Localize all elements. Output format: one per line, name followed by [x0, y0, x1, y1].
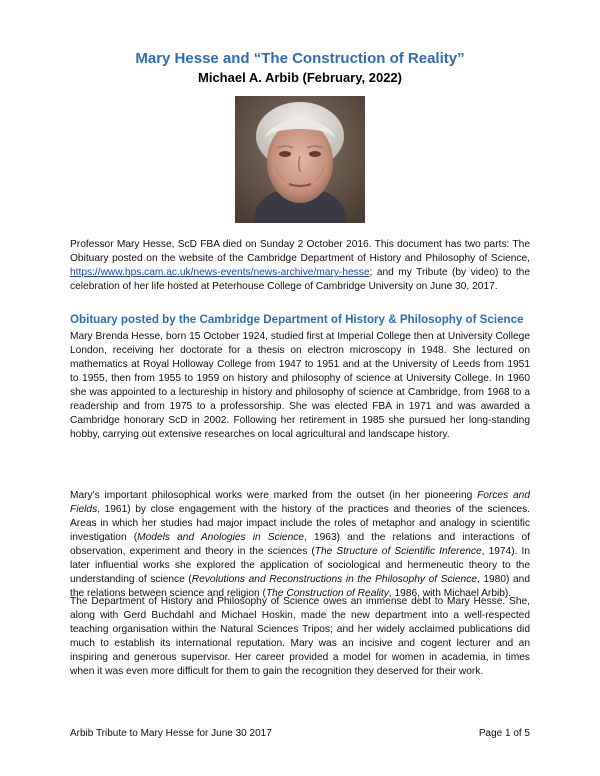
portrait-image	[235, 96, 365, 223]
book-title-construction-of-reality: The Construction of Reality	[265, 588, 389, 599]
portrait-photo	[235, 96, 365, 223]
page-number: Page 1 of 5	[478, 728, 530, 739]
works-text-2: , 1961) by close engagement with the history of the practices and theories of the sciences. Areas in which her studies had major impact include the roles of metaphor and analogy in scientific investigation (	[70, 504, 530, 543]
department-text: The Department of History and Philosophy of Science owes an immense debt to Mary Hesse. She, along with Gerd Buchdahl and Michael Hoskin, made the new department into a well-respected teaching organisation within the Natural Sciences Tripos; and her widely acclaimed publications did much to establish its international reputation. Mary was an incisive and cogent lecturer and an inspiring and generous supervisor. Her career provided a model for women in academia, in times when it was even more difficult for them to gain the recognition they deserved for their work.	[70, 596, 530, 677]
document-title: Mary Hesse and “The Construction of Reality”	[135, 50, 465, 67]
intro-text-end: ; and my Tribute (by video) to the celebration of her life hosted at Peterhouse College of Cambridge University on June 30, 2017.	[70, 267, 530, 292]
footer-document-title: Arbib Tribute to Mary Hesse for June 30 2017	[70, 728, 272, 739]
biography-text: Mary Brenda Hesse, born 15 October 1924, studied first at Imperial College then at University College London, receiving her doctorate for a thesis on electron microscopy in 1948. She lectured on mathematics at Royal Holloway College from 1947 to 1951 and at the University of Leeds from 1951 to 1955, then from 1955 to 1959 on history and philosophy of science at University College. In 1960 she was appointed to a lectureship in history and philosophy of science at Cambridge, from 1968 to a readership and from 1975 to a professorship. She was elected FBA in 1971 and was awarded a Cambridge honorary ScD in 2002. Following her retirement in 1985 she pursued her long-standing hobby, carrying out extensive researches on local agricultural and landscape history.	[70, 331, 530, 440]
works-text-4: , 1974). In later influential works she explored the application of sociological and hermeneutic theory to the understanding of science (	[70, 546, 531, 585]
works-text-6: , 1986, with Michael Arbib).	[388, 588, 512, 599]
works-text-1: Mary's important philosophical works were marked from the outset (in her pioneering	[70, 490, 478, 501]
book-title-models-and-analogies: Models and Anologies in Science	[137, 532, 305, 543]
section-heading: Obituary posted by the Cambridge Department of History & Philosophy of Science	[70, 313, 524, 326]
works-text-3: , 1963) and the relations and interactions of observation, experiment and theory in the sciences (	[70, 532, 530, 557]
book-title-revolutions-and-reconstructions: Revolutions and Reconstructions in the Philosophy of Science	[191, 574, 477, 585]
book-title-forces-and-fields: Forces and Fields	[70, 490, 530, 515]
book-title-structure-of-inference: The Structure of Scientific Inference	[314, 546, 482, 557]
intro-paragraph	[70, 238, 530, 294]
works-text-5: , 1980) and the relations between science and religion (	[70, 574, 530, 599]
obituary-link[interactable]: https://www.hps.cam.ac.uk/news-events/news-archive/mary-hesse	[70, 267, 370, 278]
works-paragraph	[70, 489, 530, 601]
biography-paragraph	[70, 330, 530, 442]
page-footer	[70, 728, 530, 739]
document-subtitle: Michael A. Arbib (February, 2022)	[198, 70, 402, 85]
department-paragraph	[70, 595, 530, 679]
intro-text-start: Professor Mary Hesse, ScD FBA died on Sunday 2 October 2016. This document has two parts: The Obituary posted on the website of the Cambridge Department of History and Philosophy of Science,	[70, 239, 530, 264]
